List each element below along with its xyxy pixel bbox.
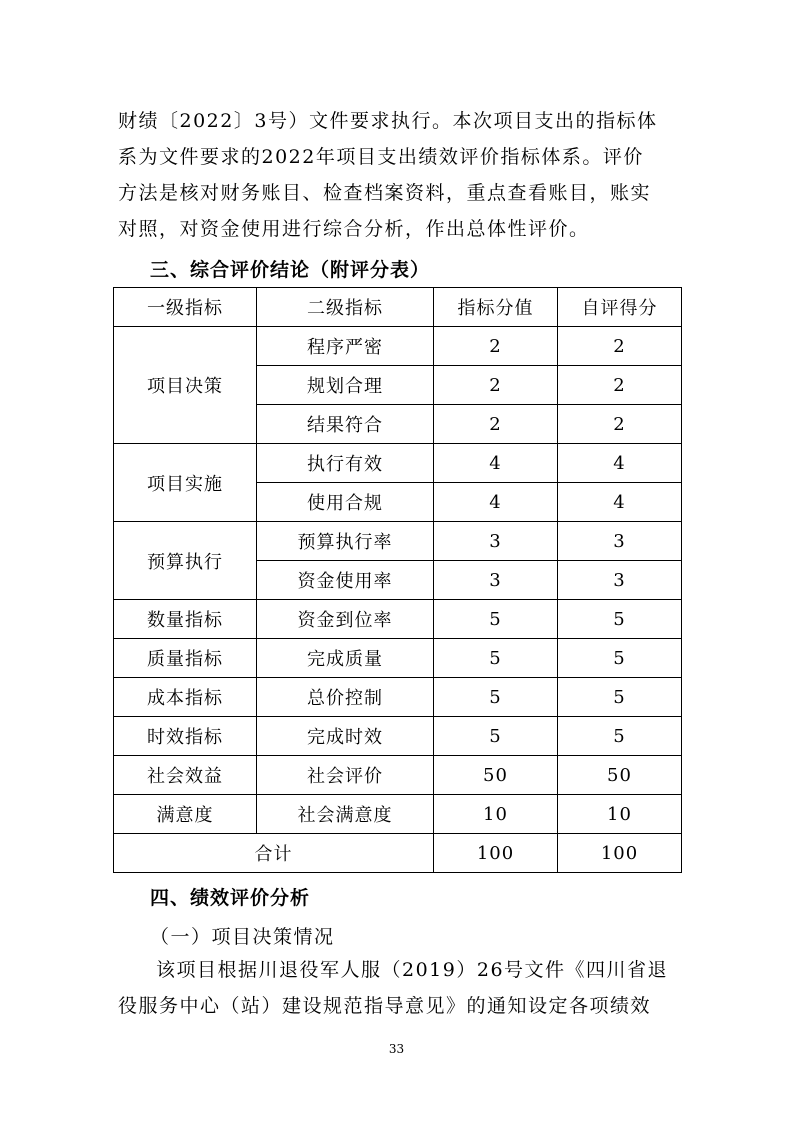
score-cell: 5: [434, 717, 558, 756]
level2-cell: 使用合规: [257, 483, 434, 522]
total-label: 合计: [114, 834, 434, 873]
header-score: 指标分值: [434, 288, 558, 327]
page-number: 33: [388, 1042, 405, 1056]
header-level2: 二级指标: [257, 288, 434, 327]
section3-heading: 三、综合评价结论（附评分表）: [150, 259, 431, 281]
score-cell: 5: [434, 678, 558, 717]
level1-cell: 社会效益: [114, 756, 257, 795]
level2-cell: 资金到位率: [257, 600, 434, 639]
table-row: [114, 795, 682, 834]
table-header-row: [114, 288, 682, 327]
self-score-cell: 5: [558, 600, 682, 639]
level1-cell: 时效指标: [114, 717, 257, 756]
level1-cell: 质量指标: [114, 639, 257, 678]
self-score-cell: 2: [558, 327, 682, 366]
score-cell: 4: [434, 483, 558, 522]
table-total-row: [114, 834, 682, 873]
header-level1: 一级指标: [114, 288, 257, 327]
self-score-cell: 4: [558, 483, 682, 522]
score-cell: 5: [434, 639, 558, 678]
self-score-cell: 10: [558, 795, 682, 834]
table-row: [114, 678, 682, 717]
score-table: [113, 287, 682, 873]
level2-cell: 完成质量: [257, 639, 434, 678]
intro-line: 对照，对资金使用进行综合分析，作出总体性评价。: [118, 218, 590, 240]
level2-cell: 总价控制: [257, 678, 434, 717]
level2-cell: 预算执行率: [257, 522, 434, 561]
score-cell: 2: [434, 405, 558, 444]
level2-cell: 规划合理: [257, 366, 434, 405]
self-score-cell: 3: [558, 522, 682, 561]
intro-paragraph: [118, 103, 678, 247]
level2-cell: 完成时效: [257, 717, 434, 756]
score-cell: 2: [434, 366, 558, 405]
score-cell: 3: [434, 561, 558, 600]
intro-line: 系为文件要求的2022年项目支出绩效评价指标体系。评价: [118, 146, 644, 168]
closing-line: 役服务中心（站）建设规范指导意见》的通知设定各项绩效: [118, 995, 652, 1017]
score-cell: 2: [434, 327, 558, 366]
table-row: [114, 600, 682, 639]
self-score-cell: 3: [558, 561, 682, 600]
self-score-cell: 4: [558, 444, 682, 483]
self-score-cell: 5: [558, 678, 682, 717]
level2-cell: 社会评价: [257, 756, 434, 795]
total-score: 100: [434, 834, 558, 873]
self-score-cell: 2: [558, 366, 682, 405]
total-self-score: 100: [558, 834, 682, 873]
score-cell: 10: [434, 795, 558, 834]
level2-cell: 资金使用率: [257, 561, 434, 600]
level1-cell: 预算执行: [114, 522, 257, 600]
level1-cell: 满意度: [114, 795, 257, 834]
self-score-cell: 2: [558, 405, 682, 444]
level1-cell: 项目决策: [114, 327, 257, 444]
self-score-cell: 5: [558, 717, 682, 756]
level2-cell: 结果符合: [257, 405, 434, 444]
self-score-cell: 50: [558, 756, 682, 795]
table-row: [114, 327, 682, 366]
level1-cell: 成本指标: [114, 678, 257, 717]
level2-cell: 执行有效: [257, 444, 434, 483]
level2-cell: 社会满意度: [257, 795, 434, 834]
table-row: [114, 444, 682, 483]
score-cell: 5: [434, 600, 558, 639]
level2-cell: 程序严密: [257, 327, 434, 366]
score-cell: 3: [434, 522, 558, 561]
intro-line: 方法是核对财务账目、检查档案资料，重点查看账目，账实: [118, 182, 652, 204]
closing-line: 该项目根据川退役军人服（2019）26号文件《四川省退: [156, 959, 669, 981]
table-row: [114, 717, 682, 756]
intro-line: 财绩〔2022〕3号）文件要求执行。本次项目支出的指标体: [118, 110, 658, 132]
score-cell: 4: [434, 444, 558, 483]
header-self-score: 自评得分: [558, 288, 682, 327]
section4-heading: 四、绩效评价分析: [150, 887, 311, 909]
table-row: [114, 756, 682, 795]
subsection1-heading: （一）项目决策情况: [150, 926, 335, 948]
table-row: [114, 639, 682, 678]
closing-paragraph: [118, 952, 678, 1024]
level1-cell: 数量指标: [114, 600, 257, 639]
self-score-cell: 5: [558, 639, 682, 678]
score-cell: 50: [434, 756, 558, 795]
level1-cell: 项目实施: [114, 444, 257, 522]
table-row: [114, 522, 682, 561]
